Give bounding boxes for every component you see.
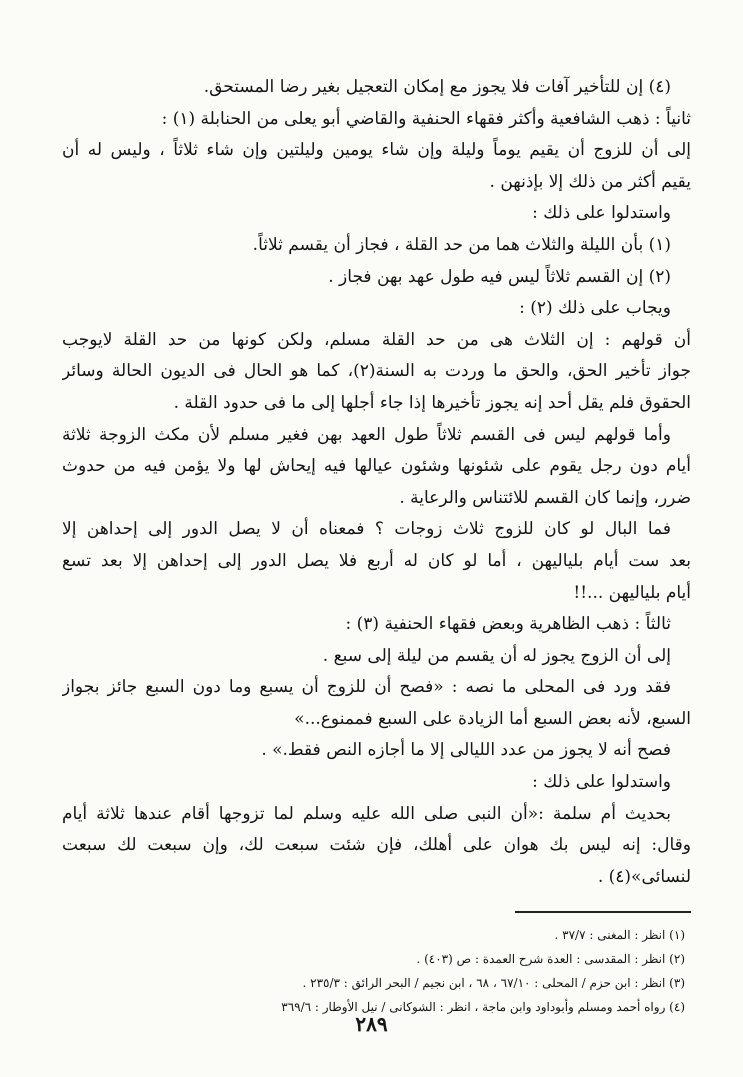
text-line: أيام بلياليهن ...!! bbox=[573, 582, 691, 603]
main-text bbox=[62, 72, 691, 893]
text-line: السبع، لأنه بعض السبع أما الزيادة على السبع فممنوع...» bbox=[294, 708, 691, 729]
text-line: (٢) إن القسم ثلاثاً ليس فيه طول عهد بهن فجاز . bbox=[328, 266, 671, 287]
text-line: (١) بأن الليلة والثلاث هما من حد القلة ، فجاز أن يقسم ثلاثاً. bbox=[252, 234, 671, 255]
text-line: أن قولهم : إن الثلاث هى من حد القلة مسلم، ولكن كونها من حد القلة لايوجب bbox=[62, 329, 691, 350]
text-line: إلى أن للزوج أن يقيم يوماً وليلة وإن شاء يومين وليلتين وإن شاء ثلاثاً ، وليس له أن bbox=[62, 140, 691, 161]
text-line: ثانياً : ذهب الشافعية وأكثر فقهاء الحنفية والقاضي أبو يعلى من الحنابلة (١) : bbox=[161, 108, 691, 129]
text-line: لنسائى»(٤) . bbox=[597, 866, 691, 887]
text-line: أيام دون رجل يقوم على شئونها وشئون عيالها فيه إيحاش لها ولا يؤمن فيه من حدوث bbox=[62, 456, 691, 477]
text-line: جواز تأخير الحق، والحق ما وردت به السنة(٢)، كما هو الحال فى الديون الحالة وسائر bbox=[62, 361, 691, 382]
text-line: بعد ست أيام بلياليهن ، أما لو كان له أربع فلا يصل الدور إلى إحداهن إلا بعد تسع bbox=[62, 550, 691, 571]
text-line: فصح أنه لا يجوز من عدد الليالى إلا ما أجازه النص فقط.» . bbox=[261, 740, 671, 761]
footnote-divider bbox=[515, 911, 691, 913]
text-line: بحديث أم سلمة :«أن النبى صلى الله عليه وسلم لما تزوجها أقام عندها ثلاثة أيام bbox=[62, 803, 671, 824]
footnote: (٤) رواه أحمد ومسلم وأبوداود وابن ماجة ، انظر : الشوكانى / نيل الأوطار : ٣٦٩/٦ bbox=[281, 1000, 685, 1015]
text-line: وأما قولهم ليس فى القسم ثلاثاً طول العهد بهن فغير مسلم لأن مكث الزوجة ثلاثة bbox=[62, 424, 671, 445]
text-line: وقال: إنه ليس بك هوان على أهلك، فإن شئت سبعت لك، وإن سبعت لك سبعت bbox=[62, 835, 691, 856]
text-line: ثالثاً : ذهب الظاهرية وبعض فقهاء الحنفية (٣) : bbox=[345, 614, 671, 635]
text-line: واستدلوا على ذلك : bbox=[532, 772, 671, 793]
footnote: (٣) انظر : ابن حزم / المحلى : ٦٧/١٠ ، ٦٨ ، ابن نجيم / البحر الرائق : ٢٣٥/٣ . bbox=[302, 976, 685, 991]
text-line: ويجاب على ذلك (٢) : bbox=[519, 298, 671, 319]
text-line: الحقوق فلم يقل أحد إنه يجوز تأخيرها إذا جاء أجلها إلى ما فى حدود القلة . bbox=[173, 392, 691, 413]
text-line: (٤) إن للتأخير آفات فلا يجوز مع إمكان التعجيل بغير رضا المستحق. bbox=[203, 77, 671, 97]
text-line: فما البال لو كان للزوج ثلاث زوجات ؟ فمعناه أن لا يصل الدور إلى إحداهن إلا bbox=[62, 519, 671, 540]
text-line: إلى أن الزوج يجوز له أن يقسم من ليلة إلى سبع . bbox=[322, 645, 671, 666]
footnote: (٢) انظر : المقدسى : العدة شرح العمدة : ص (٤٠٣) . bbox=[416, 952, 685, 967]
text-line: ضرر، وإنما كان القسم للائتناس والرعاية . bbox=[399, 487, 691, 508]
text-line: فقد ورد فى المحلى ما نصه : «فصح أن للزوج أن يسبع وما دون السبع جائز بجواز bbox=[62, 677, 671, 698]
page-number: ٢٨٩ bbox=[355, 1012, 388, 1036]
footnote: (١) انظر : المغنى : ٣٧/٧ . bbox=[554, 928, 685, 943]
footnotes bbox=[62, 923, 691, 1019]
text-line: يقيم أكثر من ذلك إلا بإذنهن . bbox=[489, 171, 691, 192]
text-line: واستدلوا على ذلك : bbox=[532, 203, 671, 224]
